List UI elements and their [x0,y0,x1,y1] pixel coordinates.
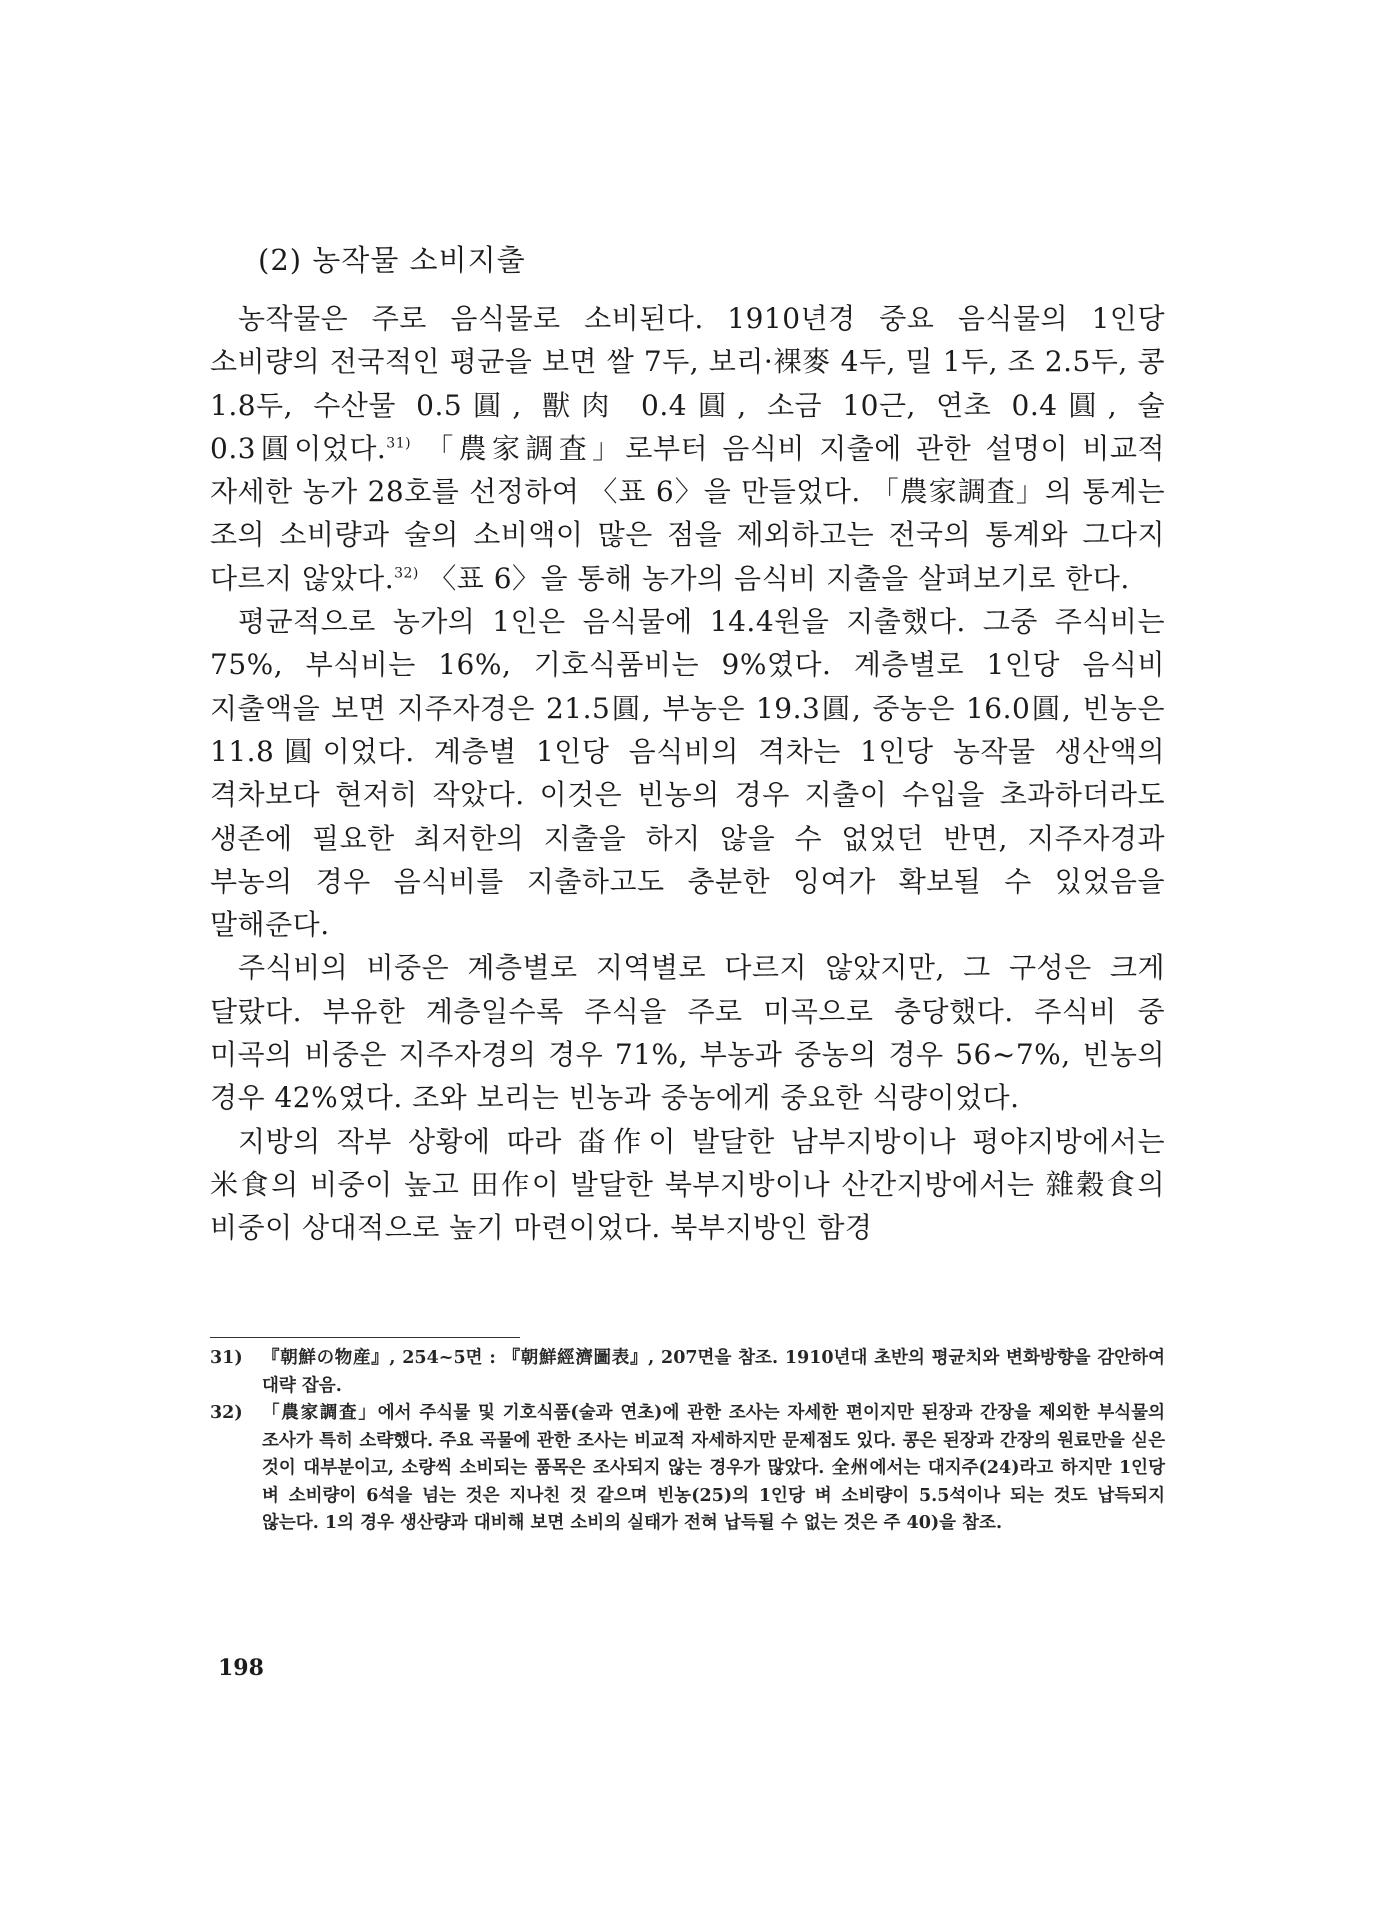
footnote [210,1400,1165,1538]
page-number: 198 [218,1655,264,1681]
paragraph-text: 농작물은 주로 음식물로 소비된다. 1910년경 중요 음식물의 1인당 소비량의 전국적인 평균을 보면 쌀 7두, 보리·裸麥 4두, 밀 1두, 조 2.5두, 콩 1.8두, 수산물 0.5圓, 獸肉 0.4圓, 소금 10근, 연초 0.4圓, 술 0.3圓이었다. [210,302,1165,465]
footnote-divider [210,1337,520,1338]
footnote-number: 32) [210,1403,243,1423]
body-text [210,297,1165,1250]
footnote-text: 『朝鮮の物産』, 254~5면 : 『朝鮮經濟圖表』, 207면을 참조. 1910년대 초반의 평균치와 변화방향을 감안하여 대략 잡음. [262,1348,1165,1396]
paragraph-3: 주식비의 비중은 계층별로 지역별로 다르지 않았지만, 그 구성은 크게 달랐다. 부유한 계층일수록 주식을 주로 미곡으로 충당했다. 주식비 중 미곡의 비중은 지주자경의 경우 71%, 부농과 중농의 경우 56~7%, 빈농의 경우 42%였다. 조와 보리는 빈농과 중농에게 중요한 식량이었다. [210,951,1165,1115]
footnote-number: 31) [210,1348,243,1368]
footnote [210,1345,1165,1400]
footnote-ref: 31) [386,435,412,452]
footnote-text: 「農家調査」에서 주식물 및 기호식품(술과 연초)에 관한 조사는 자세한 편이지만 된장과 간장을 제외한 부식물의 조사가 특히 소략했다. 주요 곡물에 관한 조사는 비교적 자세하지만 문제점도 있다. 콩은 된장과 간장의 원료만을 싣은 것이 대부분이고, 소량씩 소비되는 품목은 조사되지 않는 경우가 많았다. 全州에서는 대지주(24)라고 하지만 1인당 벼 소비량이 6석을 넘는 것은 지나친 것 같으며 빈농(25)의 1인당 벼 소비량이 5.5석이나 되는 것도 납득되지 않는다. 1의 경우 생산량과 대비해 보면 소비의 실태가 전혀 납득될 수 없는 것은 주 40)을 참조. [262,1403,1165,1533]
section-heading: (2) 농작물 소비지출 [258,243,526,277]
paragraph-text: 「農家調査」로부터 음식비 지출에 관한 설명이 비교적 자세한 농가 28호를 선정하여 〈표 6〉을 만들었다. 「農家調査」의 통계는 조의 소비량과 술의 소비액이 많은 점을 제외하고는 전국의 통계와 그다지 다르지 않았다. [210,431,1165,595]
paragraph-4: 지방의 작부 상황에 따라 畓作이 발달한 남부지방이나 평야지방에서는 米食의 비중이 높고 田作이 발달한 북부지방이나 산간지방에서는 雜穀食의 비중이 상대적으로 높기 마련이었다. 북부지방인 함경 [210,1124,1165,1245]
paragraph-text: 〈표 6〉을 통해 농가의 음식비 지출을 살펴보기로 한다. [418,561,1130,595]
footnote-ref: 32) [394,565,419,582]
paragraph-1 [210,297,1165,600]
footnotes [210,1345,1165,1538]
paragraph-2: 평균적으로 농가의 1인은 음식물에 14.4원을 지출했다. 그중 주식비는 75%, 부식비는 16%, 기호식품비는 9%였다. 계층별로 1인당 음식비 지출액을 보면 지주자경은 21.5圓, 부농은 19.3圓, 중농은 16.0圓, 빈농은 11.8圓이었다. 계층별 1인당 음식비의 격차는 1인당 농작물 생산액의 격차보다 현저히 작았다. 이것은 빈농의 경우 지출이 수입을 초과하더라도 생존에 필요한 최저한의 지출을 하지 않을 수 없었던 반면, 지주자경과 부농의 경우 음식비를 지출하고도 충분한 잉여가 확보될 수 있었음을 말해준다. [210,605,1165,942]
